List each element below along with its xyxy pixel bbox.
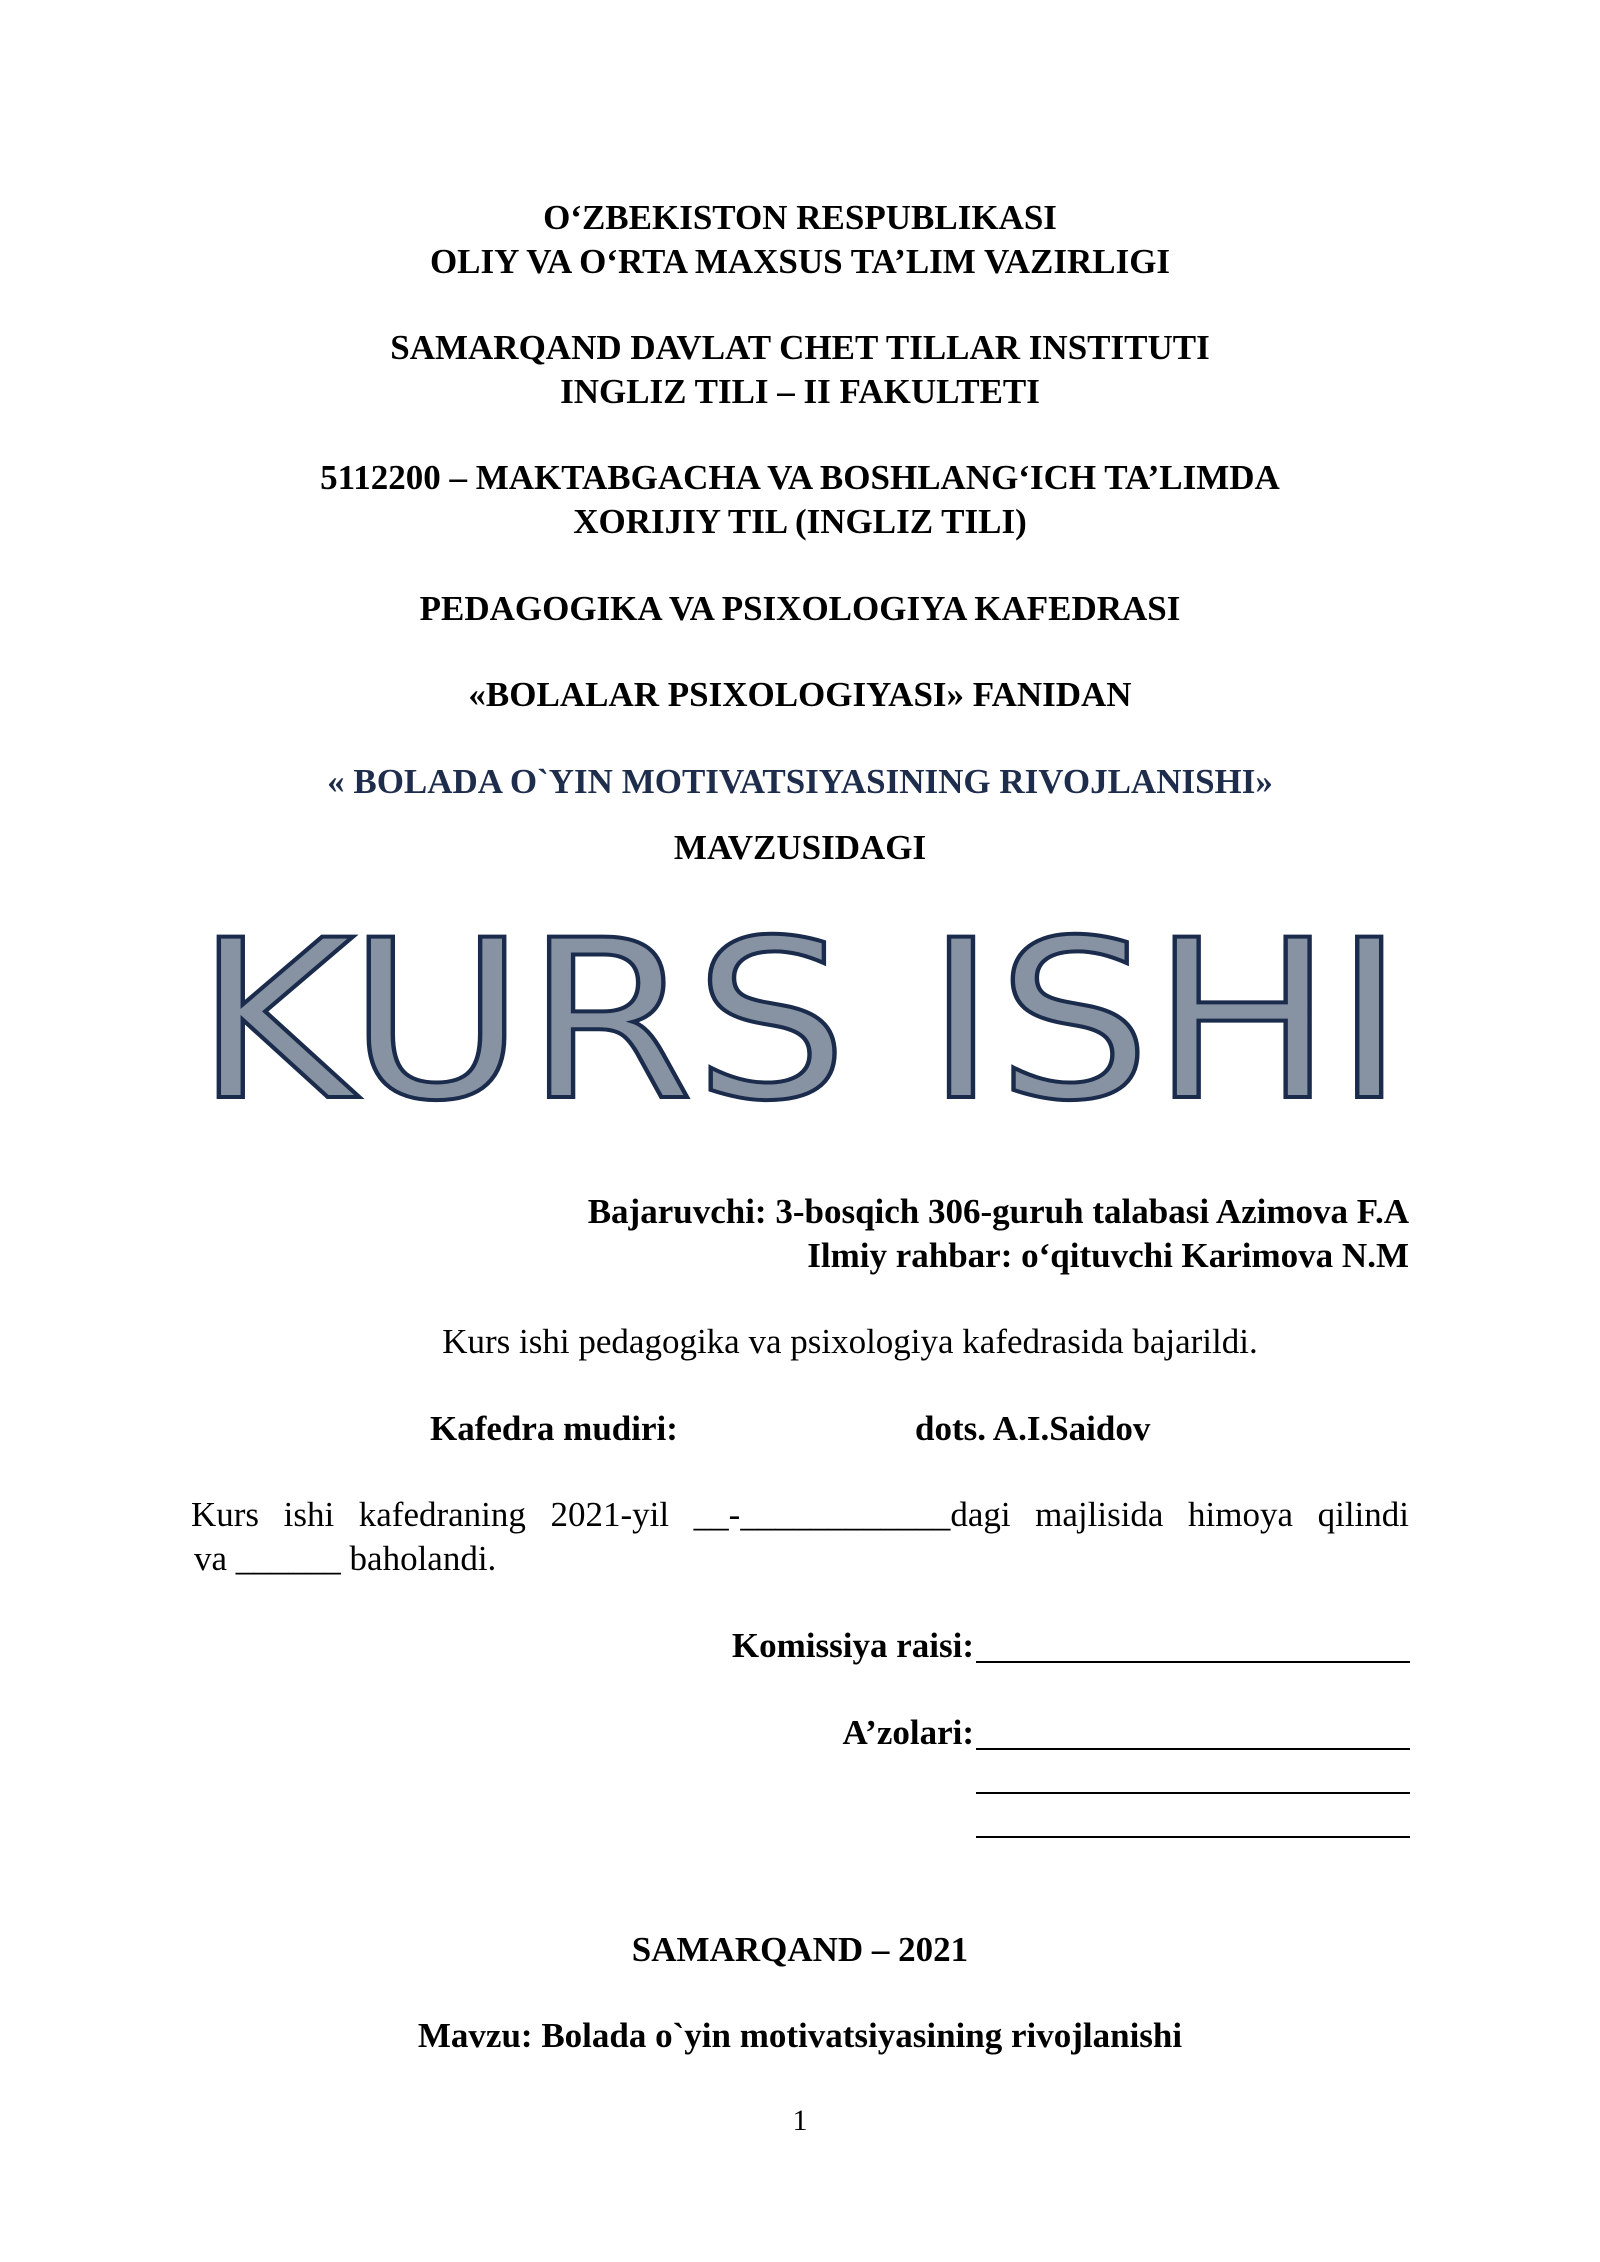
topic-title: « BOLADA O`YIN MOTIVATSIYASINING RIVOJLANISHI»	[327, 762, 1273, 801]
member-signature-line-3	[976, 1836, 1410, 1838]
commission-chair-label: Komissiya raisi:	[731, 1626, 974, 1665]
specialty-name: XORIJIY TIL (INGLIZ TILI)	[573, 502, 1027, 541]
member-signature-line-2	[976, 1792, 1410, 1794]
executor-line: Bajaruvchi: 3-bosqich 306-guruh talabasi Azimova F.A	[587, 1192, 1409, 1231]
head-of-dept-label: Kafedra mudiri:	[430, 1409, 678, 1448]
department-name: PEDAGOGIKA VA PSIXOLOGIYA KAFEDRASI	[419, 589, 1181, 628]
defense-line-1: Kurs ishi kafedraning 2021-yil __-____________dagi majlisida himoya qilindi	[191, 1495, 1409, 1534]
subject-name: «BOLALAR PSIXOLOGIYASI» FANIDAN	[468, 675, 1132, 714]
topic-suffix: MAVZUSIDAGI	[673, 828, 927, 867]
commission-chair-signature-line	[976, 1661, 1410, 1663]
completion-note: Kurs ishi pedagogika va psixologiya kafedrasida bajarildi.	[442, 1322, 1258, 1361]
head-of-dept-name: dots. A.I.Saidov	[915, 1409, 1151, 1448]
place-year: SAMARQAND – 2021	[631, 1930, 969, 1969]
ministry-country: O‘ZBEKISTON RESPUBLIKASI	[543, 198, 1057, 237]
specialty-code: 5112200 – MAKTABGACHA VA BOSHLANG‘ICH TA’LIMDA	[320, 458, 1280, 497]
ministry-name: OLIY VA O‘RTA MAXSUS TA’LIM VAZIRLIGI	[429, 242, 1171, 281]
subject-line: Mavzu: Bolada o`yin motivatsiyasining rivojlanishi	[417, 2016, 1183, 2055]
supervisor-line: Ilmiy rahbar: o‘qituvchi Karimova N.M	[807, 1236, 1409, 1275]
institute-name: SAMARQAND DAVLAT CHET TILLAR INSTITUTI	[390, 328, 1210, 367]
faculty-name: INGLIZ TILI – II FAKULTETI	[560, 372, 1040, 411]
kurs-ishi-title-art	[150, 892, 1450, 1142]
defense-line-2: va ______ baholandi.	[194, 1539, 497, 1578]
commission-members-label: A’zolari:	[842, 1713, 974, 1752]
kurs-ishi-title: KURS ISHI	[195, 893, 1405, 1142]
page-number: 1	[792, 2104, 808, 2137]
member-signature-line-1	[976, 1748, 1410, 1750]
